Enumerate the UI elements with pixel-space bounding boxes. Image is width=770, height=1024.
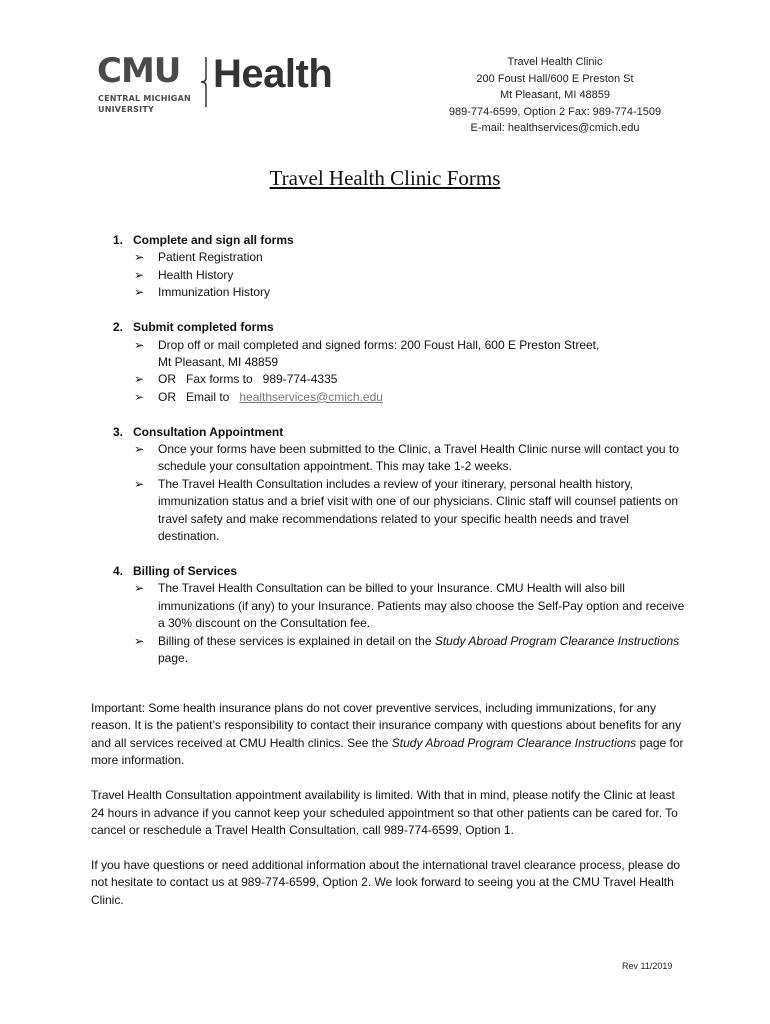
- arrow-bullet-icon: ➢: [134, 633, 145, 648]
- list-item: ➢ Patient Registration: [134, 249, 693, 266]
- logo-health-text: Health: [213, 52, 333, 96]
- revision-date: Rev 11/2019: [622, 961, 673, 971]
- arrow-bullet-icon: ➢: [134, 250, 145, 265]
- cmu-health-logo: [97, 51, 347, 120]
- list-item: ➢ OR Email to healthservices@cmich.edu: [134, 389, 693, 406]
- list-item: ➢ Immunization History: [134, 284, 693, 301]
- instructions-reference: Study Abroad Program Clearance Instructions: [434, 633, 680, 648]
- step-2: [113, 319, 693, 406]
- availability-paragraph: Travel Health Consultation appointment availability is limited. With that in mind, please notify the Clinic at least 24 hours in advance if you cannot keep your scheduled appointment so that other patients can be cared for. To cancel or reschedule a Travel Health Consultation, call 989-774-6599, Option 1.: [91, 788, 678, 837]
- address-clinic-name: Travel Health Clinic: [507, 56, 603, 68]
- questions-paragraph: If you have questions or need additional information about the international travel clearance process, please do not hesitate to contact us at 989-774-6599, Option 2. We look forward to seeing you at the CMU Travel Health Clinic.: [91, 857, 681, 907]
- address-street: 200 Foust Hall/600 E Preston St: [476, 72, 634, 85]
- arrow-bullet-icon: ➢: [134, 476, 145, 491]
- arrow-bullet-icon: ➢: [134, 267, 145, 282]
- arrow-bullet-icon: ➢: [134, 389, 145, 404]
- step-heading-text: Billing of Services: [133, 564, 238, 578]
- arrow-bullet-icon: ➢: [134, 285, 145, 300]
- logo-cmu-text: CMU: [97, 51, 181, 91]
- step-heading: [113, 563, 693, 580]
- step-heading: [113, 232, 693, 249]
- arrow-bullet-icon: ➢: [134, 372, 145, 387]
- address-phone-fax: 989-774-6599, Option 2 Fax: 989-774-1509: [448, 105, 662, 118]
- address-email: E-mail: healthservices@cmich.edu: [470, 122, 640, 134]
- step-1: [113, 232, 693, 302]
- page-title: Travel Health Clinic Forms: [269, 166, 501, 190]
- step-number: 1.: [113, 233, 124, 247]
- list-item: ➢ Health History: [134, 267, 693, 284]
- list-item: ➢ OR Fax forms to 989-774-4335: [134, 371, 693, 388]
- list-item: ➢ Billing of these services is explained in detail on the Study Abroad Program Clearance Instructions page.: [134, 633, 680, 666]
- logo-subtitle-line2: UNIVERSITY: [98, 105, 154, 114]
- email-link[interactable]: healthservices@cmich.edu: [239, 389, 383, 404]
- logo-divider-icon: [197, 56, 211, 108]
- step-3: [113, 424, 693, 546]
- step-heading: [113, 319, 693, 336]
- arrow-bullet-icon: ➢: [134, 581, 145, 596]
- logo-subtitle-line1: CENTRAL MICHIGAN: [98, 94, 191, 103]
- step-number: 3.: [113, 424, 124, 439]
- list-item: ➢ Drop off or mail completed and signed forms: 200 Foust Hall, 600 E Preston Street, Mt Pleasant, MI 48859: [134, 337, 600, 369]
- step-heading: [113, 424, 693, 441]
- steps-list: [113, 232, 693, 685]
- step-heading-text: Submit completed forms: [133, 320, 274, 335]
- step-number: 4.: [113, 564, 124, 578]
- step-number: 2.: [113, 320, 124, 335]
- list-item: ➢ Once your forms have been submitted to the Clinic, a Travel Health Clinic nurse will contact you to schedule your consultation appointment. This may take 1-2 weeks.: [134, 442, 679, 474]
- arrow-bullet-icon: ➢: [134, 337, 145, 352]
- step-heading-text: Complete and sign all forms: [133, 233, 294, 247]
- instructions-reference: Study Abroad Program Clearance Instructions: [391, 735, 637, 750]
- arrow-bullet-icon: ➢: [134, 442, 145, 457]
- address-city: Mt Pleasant, MI 48859: [499, 89, 611, 101]
- step-4: [113, 563, 693, 667]
- step-heading-text: Consultation Appointment: [133, 424, 284, 439]
- list-item: ➢ The Travel Health Consultation can be billed to your Insurance. CMU Health will also bill immunizations (if any) to your Insurance. Patients may also choose the Self-Pay option and receive a 30% discount on the Consultation fee.: [134, 581, 685, 631]
- list-item: ➢ The Travel Health Consultation includes a review of your itinerary, personal health history, immunization status and a brief visit with one of our physicians. Clinic staff will counsel patients on travel safety and make recommendations related to your specific health needs and travel destination.: [134, 476, 679, 544]
- logo-university-text: [98, 93, 191, 115]
- information-paragraphs: [91, 700, 691, 927]
- important-paragraph: Important: Some health insurance plans do not cover preventive services, including immunizations, for any reason. It is the patient’s responsibility to contact their insurance company with questions about benefits for any and all services received at CMU Health clinics. See the Study Abroad Program Clearance Instructions page for more information.: [91, 701, 684, 768]
- clinic-address-block: [410, 54, 700, 137]
